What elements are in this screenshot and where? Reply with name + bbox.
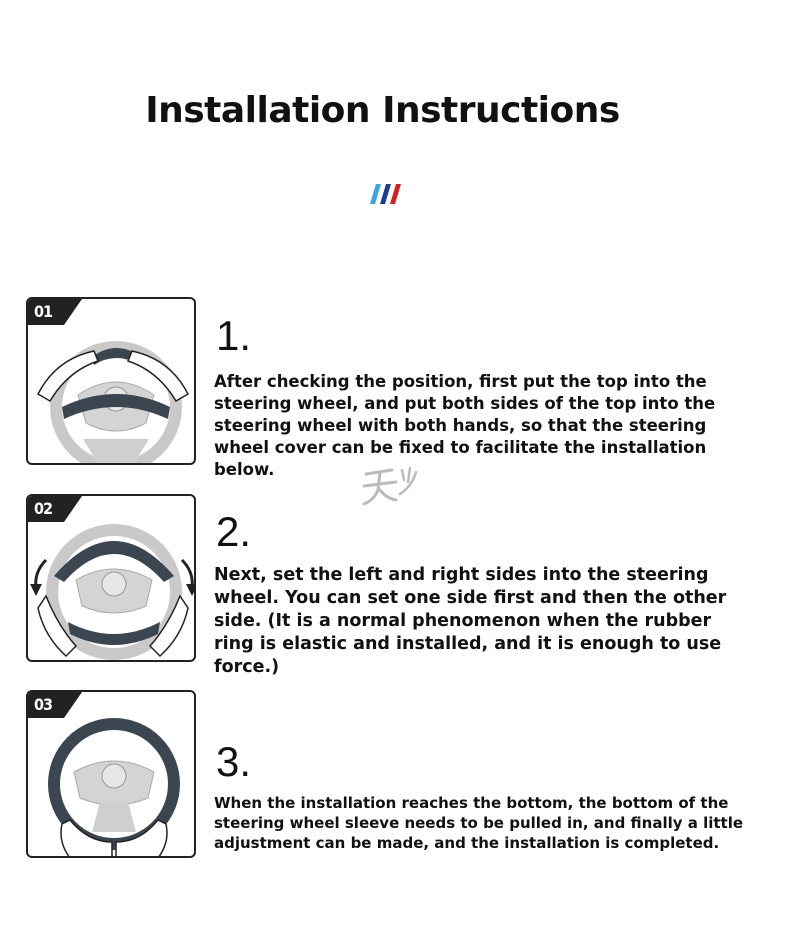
step-number: 3.: [216, 738, 252, 785]
page-title: Installation Instructions: [145, 90, 620, 131]
step-number: 1.: [216, 312, 252, 359]
step-badge: 02: [34, 499, 53, 518]
watermark-icon: [358, 460, 428, 510]
step-badge: 03: [34, 695, 53, 714]
accent-stripes-icon: [370, 184, 402, 204]
step-1-illustration: [26, 297, 196, 465]
step-description: After checking the position, first put the top into the steering wheel, and put both sides of the top into the steering wheel with both hands, so that the steering wheel cover can be fixed to facilitate the installation below.: [214, 372, 716, 479]
step-description: Next, set the left and right sides into the steering wheel. You can set one side first and then the other side. (It is a normal phenomenon when the rubber ring is elastic and installed, and it is enough to use force.): [214, 565, 727, 677]
step-2-illustration: [26, 494, 196, 662]
step-number: 2.: [216, 508, 252, 555]
step-description: When the installation reaches the bottom, the bottom of the steering wheel sleeve needs to be pulled in, and finally a little adjustment can be made, and the installation is completed.: [214, 794, 744, 852]
step-3-illustration: [26, 690, 196, 858]
step-badge: 01: [34, 302, 53, 321]
